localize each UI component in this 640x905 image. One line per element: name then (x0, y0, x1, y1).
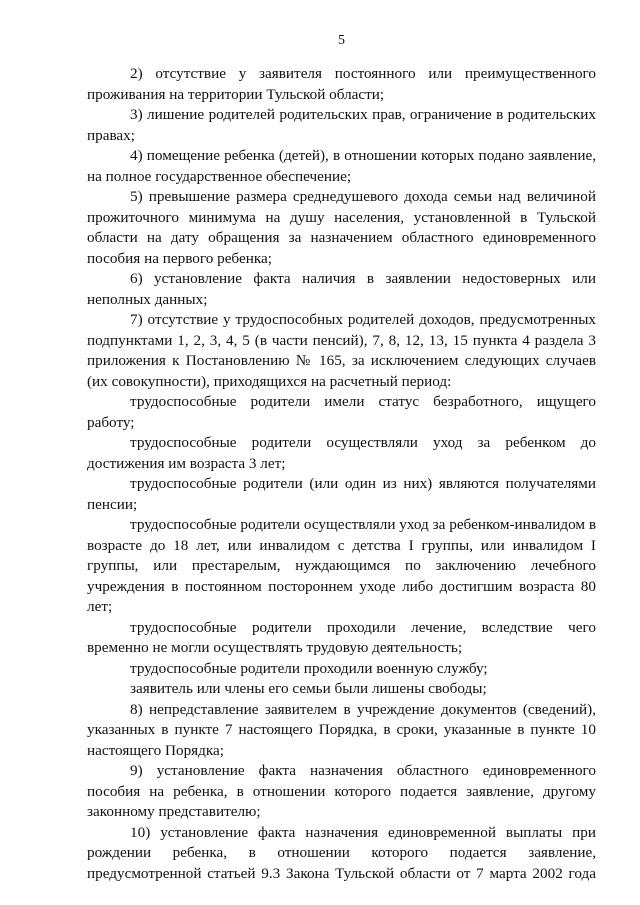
paragraph-item-3: 3) лишение родителей родительских прав, ограничение в родительских правах; (87, 106, 596, 144)
exception-treatment: трудоспособные родители проходили лечение, вследствие чего временно не могли осуществлять трудовую деятельность; (87, 618, 596, 656)
exception-childcare: трудоспособные родители осуществляли уход за ребенком до достижения им возраста 3 лет; (87, 434, 596, 472)
exception-unemployed: трудоспособные родители имели статус безработного, ищущего работу; (87, 393, 596, 431)
paragraph-item-10: 10) установление факта назначения единовременной выплаты при рождении ребенка, в отношении которого подается заявление, предусмотренной статьей 9.3 Закона Тульской области от 7 марта 2002 года (87, 823, 596, 882)
exception-disabled-care: трудоспособные родители осуществляли уход за ребенком-инвалидом в возрасте до 18 лет, или инвалидом с детства I группы, или инвалидом I группы, или престарелым, нуждающимся по заключению лечебного учреждения в постоянном постороннем уходе либо достигшим возраста 80 лет; (87, 516, 596, 615)
paragraph-item-8: 8) непредставление заявителем в учреждение документов (сведений), указанных в пункте 7 настоящего Порядка, в сроки, указанные в пункте 10 настоящего Порядка; (87, 700, 596, 759)
exception-military: трудоспособные родители проходили военную службу; (130, 659, 488, 677)
page-number: 5 (338, 33, 345, 48)
paragraph-item-7: 7) отсутствие у трудоспособных родителей доходов, предусмотренных подпунктами 1, 2, 3, 4, 5 (в части пенсий), 7, 8, 12, 13, 15 пункта 4 раздела 3 приложения к Постановлению № 165, за исключением следующих случаев (их совокупности), приходящихся на расчетный период: (87, 311, 596, 390)
paragraph-item-4: 4) помещение ребенка (детей), в отношении которых подано заявление, на полное государственное обеспечение; (87, 147, 596, 185)
paragraph-item-2: 2) отсутствие у заявителя постоянного или преимущественного проживания на территории Тульской области; (87, 65, 596, 103)
paragraph-item-6: 6) установление факта наличия в заявлении недостоверных или неполных данных; (87, 270, 596, 308)
exception-pension: трудоспособные родители (или один из них) являются получателями пенсии; (87, 475, 596, 513)
exception-imprisonment: заявитель или члены его семьи были лишены свободы; (130, 680, 487, 697)
paragraph-item-9: 9) установление факта назначения областного единовременного пособия на ребенка, в отношении которого подается заявление, другому законному представителю; (87, 762, 596, 820)
paragraph-item-5: 5) превышение размера среднедушевого дохода семьи над величиной прожиточного минимума на душу населения, установленной в Тульской области на дату обращения за назначением областного единовременного пособия на первого ребенка; (87, 188, 596, 267)
